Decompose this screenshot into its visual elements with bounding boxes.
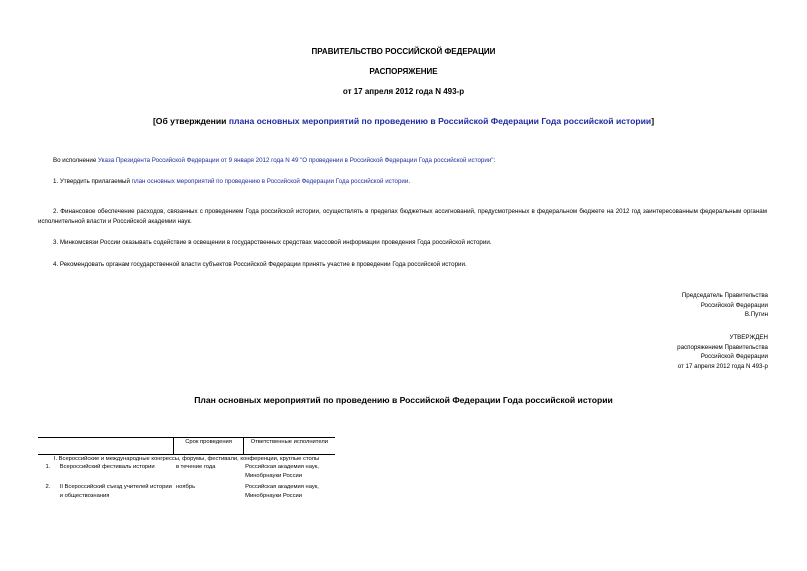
government-header: ПРАВИТЕЛЬСТВО РОССИЙСКОЙ ФЕДЕРАЦИИ: [311, 47, 496, 56]
row-responsible: Российская академия наук, Минобрнауки России: [245, 464, 319, 479]
item-1-prefix: 1. Утвердить прилагаемый: [53, 178, 132, 185]
table-row: [38, 480, 335, 500]
item-1-paragraph: [53, 177, 410, 187]
row-deadline: ноябрь: [175, 484, 196, 491]
row-event: Всероссийский фестиваль истории: [59, 464, 155, 471]
signature-name: В.Путин: [744, 311, 768, 319]
approval-country: Российской Федерации: [700, 353, 768, 361]
row-event: II Всероссийский съезд учителей истории и обществознания: [59, 484, 172, 499]
intro-paragraph: [53, 156, 495, 166]
intro-prefix: Во исполнение: [53, 157, 98, 164]
plan-table: [38, 437, 335, 500]
plan-table-header-row: [38, 438, 335, 455]
section-heading: I. Всероссийские и международные конгрессы, форумы, фестивали, конференции, круглые столы: [53, 456, 320, 462]
approval-title: УТВЕРЖДЕН: [729, 334, 768, 341]
document-type: РАСПОРЯЖЕНИЕ: [369, 67, 438, 76]
section-row: [38, 455, 335, 464]
header-cell-num: [38, 438, 58, 455]
plan-title: План основных мероприятий по проведению в Российской Федерации Года российской истории: [194, 395, 613, 405]
signature-position: Председатель Правительства: [681, 292, 768, 299]
table-row: [38, 463, 335, 480]
approval-by: распоряжением Правительства: [677, 343, 768, 351]
item-1-suffix: .: [408, 178, 411, 185]
title-link[interactable]: плана основных мероприятий по проведению в Российской Федерации Года российской истории: [228, 116, 652, 126]
row-number: 2.: [45, 484, 51, 491]
item-2-paragraph: 2. Финансовое обеспечение расходов, связанных с проведением Года российской истории, осуществлять в пределах бюджетных ассигнований, предусмотренных в федеральном бюджете на 2012 год заинтересованным федеральным органам исполнительной власти и Российской академии наук.: [38, 208, 767, 225]
approval-date: от 17 апреля 2012 года N 493-р: [677, 362, 768, 370]
decree-link[interactable]: Указа Президента Российской Федерации от 9 января 2012 года N 49 "О проведении в Российской Федерации Года российской истории": [98, 157, 494, 164]
signature-country: Российской Федерации: [700, 301, 768, 309]
title-bracket-open: [Об утверждении: [152, 116, 229, 126]
approval-block: [677, 333, 768, 371]
row-deadline: в течение года: [175, 464, 216, 471]
header-cell-responsible: Ответственные исполнители: [243, 438, 335, 455]
item-3-paragraph: 3. Минкомсвязи России оказывать содействие в освещении в государственных средствах массовой информации проведения Года российской истории.: [53, 239, 492, 246]
item-4-paragraph: 4. Рекомендовать органам государственной власти субъектов Российской Федерации принять участие в проведении Года российской истории.: [53, 261, 467, 268]
row-number: 1.: [45, 464, 51, 471]
document-title: [0, 116, 807, 126]
title-bracket-close: ]: [651, 116, 655, 126]
header-cell-deadline: Срок проведения: [174, 438, 243, 455]
plan-link[interactable]: план основных мероприятий по проведению в Российской Федерации Года российской истории: [131, 178, 409, 185]
intro-suffix: :: [493, 157, 496, 164]
signature-block: [682, 291, 768, 320]
header-cell-event: [58, 438, 174, 455]
row-responsible: Российская академия наук, Минобрнауки России: [245, 484, 319, 499]
document-date-number: от 17 апреля 2012 года N 493-р: [342, 87, 465, 96]
